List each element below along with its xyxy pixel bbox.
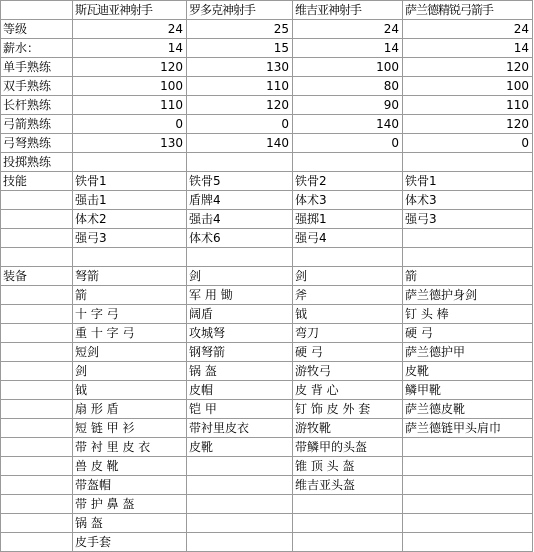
equipment-cell[interactable]: 带 衬 里 皮 衣: [73, 438, 187, 457]
equipment-row: [1, 514, 533, 533]
stat-value-cell[interactable]: 110: [187, 77, 293, 96]
stat-value-cell[interactable]: 0: [403, 134, 533, 153]
equipment-label-cell[interactable]: [1, 400, 73, 419]
stat-row: [1, 77, 533, 96]
skills-label-cell[interactable]: 技能: [1, 172, 73, 191]
equipment-cell[interactable]: 斧: [293, 286, 403, 305]
equipment-label-cell[interactable]: 装备: [1, 267, 73, 286]
equipment-cell[interactable]: 剑: [293, 267, 403, 286]
equipment-cell[interactable]: 皮 背 心: [293, 381, 403, 400]
empty-cell[interactable]: [187, 248, 293, 267]
skills-label-cell[interactable]: [1, 229, 73, 248]
equipment-cell[interactable]: 皮靴: [403, 362, 533, 381]
troop-header-cell[interactable]: 罗多克神射手: [187, 1, 293, 20]
empty-cell[interactable]: [403, 248, 533, 267]
skills-label-cell[interactable]: [1, 210, 73, 229]
equipment-row: [1, 495, 533, 514]
stat-value-cell[interactable]: 120: [73, 58, 187, 77]
stat-value-cell[interactable]: [403, 153, 533, 172]
stat-value-cell[interactable]: 130: [187, 58, 293, 77]
stat-row: [1, 134, 533, 153]
equipment-cell[interactable]: [293, 495, 403, 514]
stat-row: [1, 153, 533, 172]
empty-cell[interactable]: [293, 248, 403, 267]
equipment-row: [1, 343, 533, 362]
troop-header-cell[interactable]: 斯瓦迪亚神射手: [73, 1, 187, 20]
troop-header-cell[interactable]: 维吉亚神射手: [293, 1, 403, 20]
equipment-cell[interactable]: 萨兰德链甲头肩巾: [403, 419, 533, 438]
equipment-cell[interactable]: 钺: [73, 381, 187, 400]
stat-value-cell[interactable]: 120: [403, 58, 533, 77]
stat-value-cell[interactable]: 80: [293, 77, 403, 96]
equipment-cell[interactable]: 锥 顶 头 盔: [293, 457, 403, 476]
skill-cell[interactable]: 体术3: [293, 191, 403, 210]
equipment-cell[interactable]: 维吉亚头盔: [293, 476, 403, 495]
stat-value-cell[interactable]: 14: [403, 39, 533, 58]
equipment-cell[interactable]: 兽 皮 靴: [73, 457, 187, 476]
equipment-label-cell[interactable]: [1, 438, 73, 457]
equipment-cell[interactable]: 钉 头 棒: [403, 305, 533, 324]
equipment-cell[interactable]: 带鳞甲的头盔: [293, 438, 403, 457]
equipment-cell[interactable]: [293, 514, 403, 533]
equipment-cell[interactable]: 钺: [293, 305, 403, 324]
stat-value-cell[interactable]: 0: [293, 134, 403, 153]
stat-label-cell[interactable]: 等级: [1, 20, 73, 39]
equipment-cell[interactable]: [403, 514, 533, 533]
stat-value-cell[interactable]: [293, 153, 403, 172]
skill-cell[interactable]: 铁骨1: [403, 172, 533, 191]
equipment-label-cell[interactable]: [1, 343, 73, 362]
equipment-cell[interactable]: [293, 533, 403, 552]
equipment-cell[interactable]: 铠 甲: [187, 400, 293, 419]
equipment-label-cell[interactable]: [1, 286, 73, 305]
skill-cell[interactable]: 强掷1: [293, 210, 403, 229]
equipment-label-cell[interactable]: [1, 362, 73, 381]
skill-cell[interactable]: 体术2: [73, 210, 187, 229]
stat-value-cell[interactable]: 25: [187, 20, 293, 39]
equipment-cell[interactable]: 皮手套: [73, 533, 187, 552]
equipment-cell[interactable]: 带盔帽: [73, 476, 187, 495]
empty-cell[interactable]: [1, 248, 73, 267]
stat-row: [1, 39, 533, 58]
skill-cell[interactable]: 强弓3: [403, 210, 533, 229]
stat-row: [1, 20, 533, 39]
skill-cell[interactable]: 铁骨5: [187, 172, 293, 191]
equipment-label-cell[interactable]: [1, 324, 73, 343]
stat-value-cell[interactable]: 120: [403, 115, 533, 134]
equipment-cell[interactable]: 重 十 字 弓: [73, 324, 187, 343]
equipment-row: [1, 476, 533, 495]
equipment-cell[interactable]: 硬 弓: [403, 324, 533, 343]
stat-value-cell[interactable]: [187, 153, 293, 172]
skill-cell[interactable]: 强击4: [187, 210, 293, 229]
stat-value-cell[interactable]: 0: [73, 115, 187, 134]
skill-cell[interactable]: 强弓3: [73, 229, 187, 248]
skill-row: [1, 172, 533, 191]
stat-value-cell[interactable]: 120: [187, 96, 293, 115]
corner-cell[interactable]: [1, 1, 73, 20]
equipment-cell[interactable]: 弩箭: [73, 267, 187, 286]
stat-value-cell[interactable]: [73, 153, 187, 172]
stat-label-cell[interactable]: 弓箭熟练: [1, 115, 73, 134]
skill-row: [1, 191, 533, 210]
troop-header-cell[interactable]: 萨兰德精锐弓箭手: [403, 1, 533, 20]
equipment-cell[interactable]: 锅 盔: [73, 514, 187, 533]
stat-value-cell[interactable]: 100: [73, 77, 187, 96]
stat-row: [1, 58, 533, 77]
stat-value-cell[interactable]: 15: [187, 39, 293, 58]
equipment-cell[interactable]: 短 链 甲 衫: [73, 419, 187, 438]
header-row: [1, 1, 533, 20]
equipment-cell[interactable]: 硬 弓: [293, 343, 403, 362]
equipment-row: [1, 362, 533, 381]
equipment-cell[interactable]: 短剑: [73, 343, 187, 362]
equipment-cell[interactable]: 皮靴: [187, 438, 293, 457]
stat-value-cell[interactable]: 24: [73, 20, 187, 39]
equipment-row: [1, 286, 533, 305]
stat-label-cell[interactable]: 单手熟练: [1, 58, 73, 77]
equipment-cell[interactable]: 带衬里皮衣: [187, 419, 293, 438]
equipment-cell[interactable]: 阔盾: [187, 305, 293, 324]
equipment-row: [1, 438, 533, 457]
stat-label-cell[interactable]: 弓弩熟练: [1, 134, 73, 153]
stat-value-cell[interactable]: 140: [293, 115, 403, 134]
equipment-label-cell[interactable]: [1, 476, 73, 495]
equipment-cell[interactable]: 萨兰德护身剑: [403, 286, 533, 305]
equipment-label-cell[interactable]: [1, 419, 73, 438]
equipment-cell[interactable]: [403, 438, 533, 457]
equipment-cell[interactable]: [187, 514, 293, 533]
equipment-row: [1, 419, 533, 438]
equipment-label-cell[interactable]: [1, 514, 73, 533]
equipment-row: [1, 267, 533, 286]
blank-row: [1, 248, 533, 267]
stat-label-cell[interactable]: 双手熟练: [1, 77, 73, 96]
equipment-cell[interactable]: 带 护 鼻 盔: [73, 495, 187, 514]
equipment-cell[interactable]: 军 用 锄: [187, 286, 293, 305]
equipment-label-cell[interactable]: [1, 495, 73, 514]
equipment-cell[interactable]: [187, 476, 293, 495]
equipment-label-cell[interactable]: [1, 533, 73, 552]
equipment-label-cell[interactable]: [1, 381, 73, 400]
equipment-cell[interactable]: 钢弩箭: [187, 343, 293, 362]
skill-row: [1, 210, 533, 229]
stat-value-cell[interactable]: 0: [187, 115, 293, 134]
empty-cell[interactable]: [73, 248, 187, 267]
equipment-cell[interactable]: [187, 457, 293, 476]
equipment-row: [1, 305, 533, 324]
skill-cell[interactable]: 铁骨2: [293, 172, 403, 191]
skill-cell[interactable]: 强弓4: [293, 229, 403, 248]
equipment-cell[interactable]: 十 字 弓: [73, 305, 187, 324]
stat-label-cell[interactable]: 投掷熟练: [1, 153, 73, 172]
stat-value-cell[interactable]: 24: [293, 20, 403, 39]
equipment-cell[interactable]: 游牧靴: [293, 419, 403, 438]
stat-value-cell[interactable]: 130: [73, 134, 187, 153]
equipment-cell[interactable]: 箭: [73, 286, 187, 305]
equipment-row: [1, 381, 533, 400]
stat-value-cell[interactable]: 14: [73, 39, 187, 58]
skill-cell[interactable]: 体术3: [403, 191, 533, 210]
equipment-cell[interactable]: 剑: [73, 362, 187, 381]
equipment-cell[interactable]: [187, 495, 293, 514]
equipment-row: [1, 400, 533, 419]
equipment-cell[interactable]: [403, 457, 533, 476]
skill-cell[interactable]: 强击1: [73, 191, 187, 210]
stat-value-cell[interactable]: 100: [293, 58, 403, 77]
stat-row: [1, 96, 533, 115]
skill-row: [1, 229, 533, 248]
skill-cell[interactable]: 铁骨1: [73, 172, 187, 191]
equipment-cell[interactable]: 钉 饰 皮 外 套: [293, 400, 403, 419]
equipment-cell[interactable]: [403, 476, 533, 495]
equipment-row: [1, 533, 533, 552]
stat-value-cell[interactable]: 24: [403, 20, 533, 39]
skill-cell[interactable]: 体术6: [187, 229, 293, 248]
equipment-row: [1, 324, 533, 343]
equipment-cell[interactable]: 皮帽: [187, 381, 293, 400]
equipment-cell[interactable]: 剑: [187, 267, 293, 286]
equipment-cell[interactable]: 弯刀: [293, 324, 403, 343]
equipment-cell[interactable]: 攻城弩: [187, 324, 293, 343]
equipment-cell[interactable]: 游牧弓: [293, 362, 403, 381]
skill-cell[interactable]: [403, 229, 533, 248]
stat-value-cell[interactable]: 140: [187, 134, 293, 153]
stat-value-cell[interactable]: 110: [403, 96, 533, 115]
equipment-cell[interactable]: [403, 533, 533, 552]
skills-label-cell[interactable]: [1, 191, 73, 210]
equipment-cell[interactable]: 鳞甲靴: [403, 381, 533, 400]
equipment-cell[interactable]: 萨兰德皮靴: [403, 400, 533, 419]
stat-value-cell[interactable]: 14: [293, 39, 403, 58]
equipment-label-cell[interactable]: [1, 305, 73, 324]
equipment-label-cell[interactable]: [1, 457, 73, 476]
equipment-cell[interactable]: 箭: [403, 267, 533, 286]
stat-label-cell[interactable]: 薪水：: [1, 39, 73, 58]
stat-value-cell[interactable]: 100: [403, 77, 533, 96]
stat-value-cell[interactable]: 110: [73, 96, 187, 115]
stat-label-cell[interactable]: 长杆熟练: [1, 96, 73, 115]
equipment-cell[interactable]: 扇 形 盾: [73, 400, 187, 419]
equipment-cell[interactable]: 萨兰德护甲: [403, 343, 533, 362]
equipment-row: [1, 457, 533, 476]
equipment-cell[interactable]: [403, 495, 533, 514]
stat-value-cell[interactable]: 90: [293, 96, 403, 115]
stat-row: [1, 115, 533, 134]
equipment-cell[interactable]: 锅 盔: [187, 362, 293, 381]
skill-cell[interactable]: 盾牌4: [187, 191, 293, 210]
equipment-cell[interactable]: [187, 533, 293, 552]
